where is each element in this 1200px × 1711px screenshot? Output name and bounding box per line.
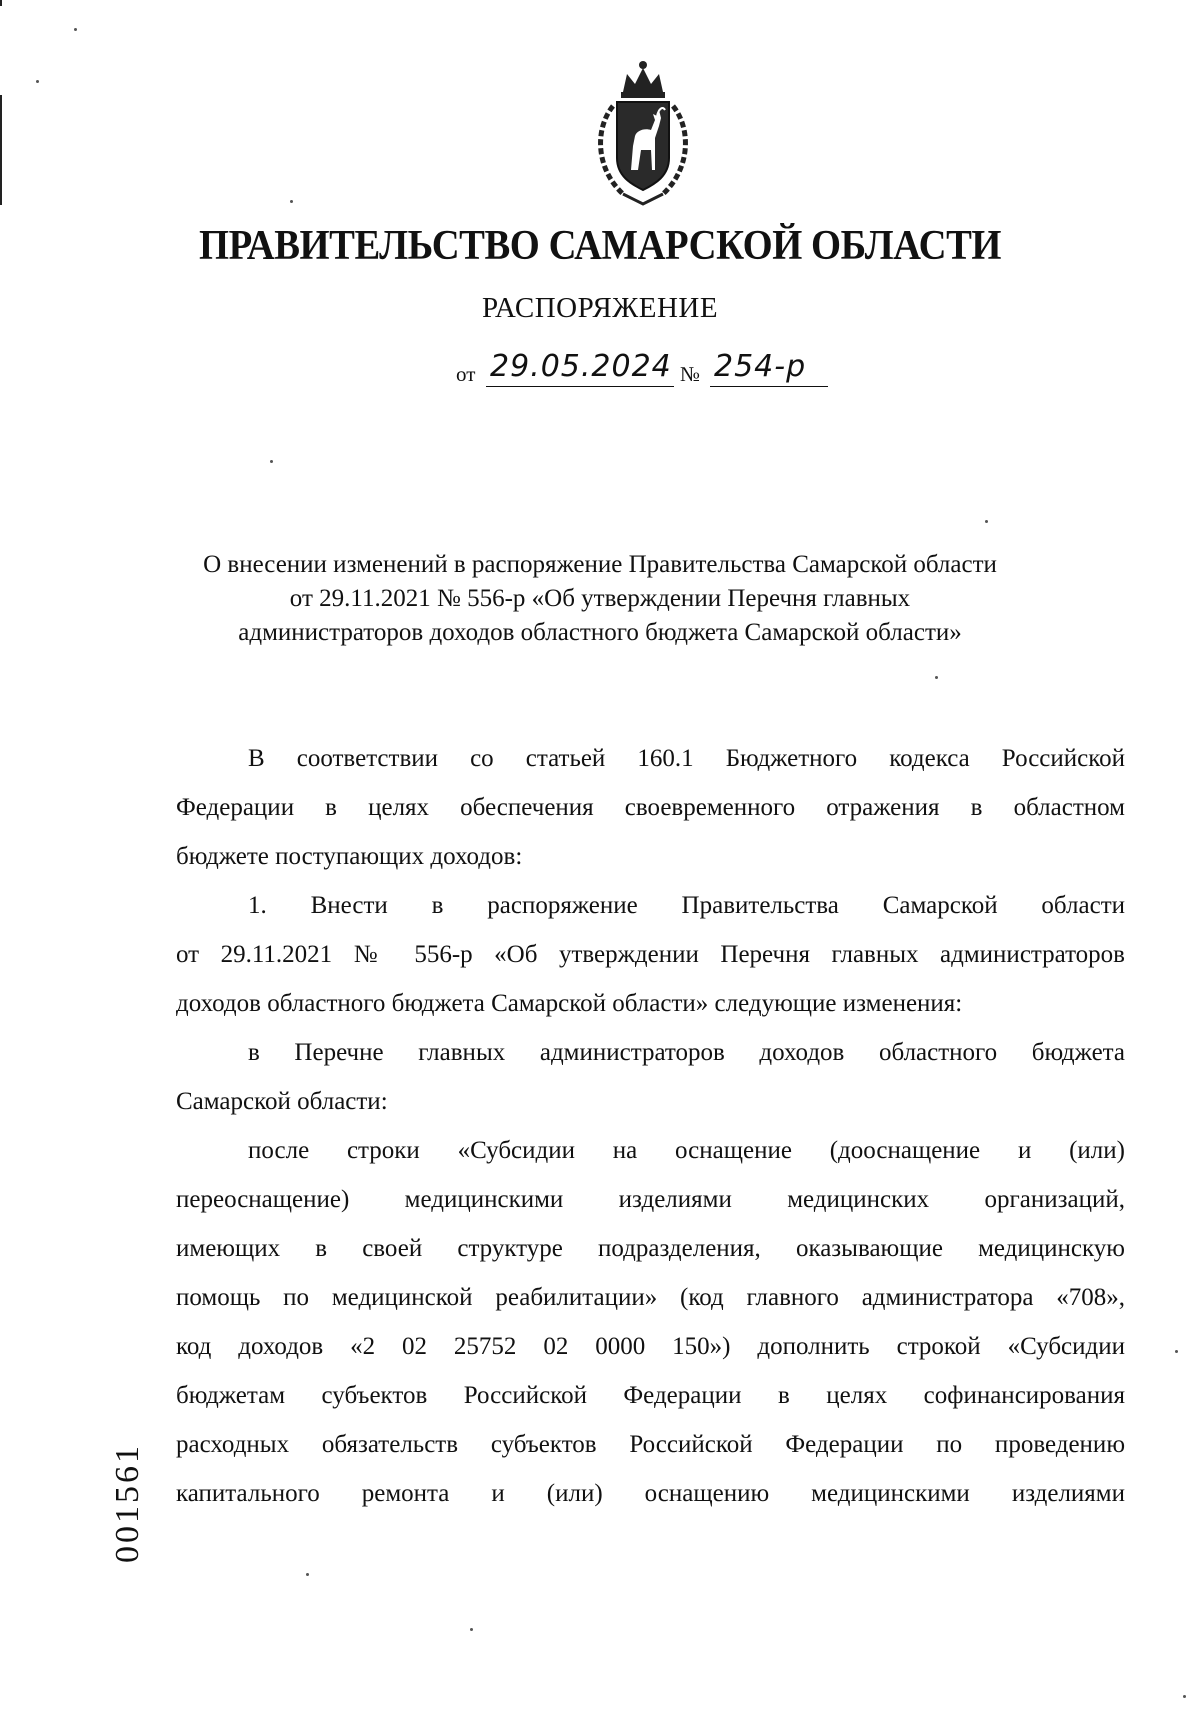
date-prefix: от bbox=[456, 362, 476, 386]
scan-speck bbox=[470, 1628, 473, 1631]
handwritten-number: 254-р bbox=[710, 348, 828, 387]
document-subject bbox=[150, 548, 1050, 650]
body-line: от 29.11.2021 № 556-р «Об утверждении Перечня главных администраторов bbox=[176, 941, 1125, 968]
samara-coat-of-arms-icon bbox=[583, 58, 703, 208]
scan-edge-line bbox=[0, 95, 2, 205]
handwritten-date: 29.05.2024 bbox=[486, 348, 674, 387]
scan-speck bbox=[1183, 1695, 1186, 1698]
body-line: В соответствии со статьей 160.1 Бюджетного кодекса Российской bbox=[248, 745, 1125, 772]
scan-speck bbox=[1175, 1350, 1178, 1353]
body-line: бюджете поступающих доходов: bbox=[176, 843, 523, 870]
scan-speck bbox=[36, 80, 39, 83]
scan-speck bbox=[306, 1573, 309, 1576]
subject-line: от 29.11.2021 № 556-р «Об утверждении Перечня главных bbox=[289, 585, 911, 612]
body-line: 1. Внести в распоряжение Правительства Самарской области bbox=[248, 892, 1125, 919]
number-prefix: № bbox=[680, 362, 701, 386]
serial-stamp: 001561 bbox=[109, 1443, 146, 1563]
body-line: Федерации в целях обеспечения своевременного отражения в областном bbox=[176, 794, 1125, 821]
body-line: помощь по медицинской реабилитации» (код главного администратора «708», bbox=[176, 1284, 1125, 1311]
scan-edge-line bbox=[0, 0, 2, 6]
scan-speck bbox=[74, 28, 77, 31]
subject-line: администраторов доходов областного бюджета Самарской области» bbox=[238, 619, 962, 646]
body-line: доходов областного бюджета Самарской области» следующие изменения: bbox=[176, 990, 963, 1017]
document-body bbox=[176, 739, 1125, 1523]
body-line: в Перечне главных администраторов доходов областного бюджета bbox=[248, 1039, 1125, 1066]
scan-speck bbox=[935, 676, 938, 679]
document-type: РАСПОРЯЖЕНИЕ bbox=[481, 292, 719, 324]
body-line: после строки «Субсидии на оснащение (дооснащение и (или) bbox=[248, 1137, 1125, 1164]
body-line: Самарской области: bbox=[176, 1088, 388, 1115]
body-line: имеющих в своей структуре подразделения, оказывающие медицинскую bbox=[176, 1235, 1125, 1262]
document-reference bbox=[456, 348, 856, 398]
scan-speck bbox=[985, 520, 988, 523]
body-line: расходных обязательств субъектов Российской Федерации по проведению bbox=[176, 1431, 1125, 1458]
body-line: капитального ремонта и (или) оснащению медицинскими изделиями bbox=[176, 1480, 1125, 1507]
organization-title: ПРАВИТЕЛЬСТВО САМАРСКОЙ ОБЛАСТИ bbox=[199, 223, 1001, 269]
body-line: код доходов «2 02 25752 02 0000 150») дополнить строкой «Субсидии bbox=[176, 1333, 1125, 1360]
body-line: бюджетам субъектов Российской Федерации в целях софинансирования bbox=[176, 1382, 1125, 1409]
scan-speck bbox=[270, 460, 273, 463]
subject-line: О внесении изменений в распоряжение Правительства Самарской области bbox=[203, 551, 997, 578]
scan-speck bbox=[290, 200, 293, 203]
body-line: переоснащение) медицинскими изделиями медицинских организаций, bbox=[176, 1186, 1125, 1213]
